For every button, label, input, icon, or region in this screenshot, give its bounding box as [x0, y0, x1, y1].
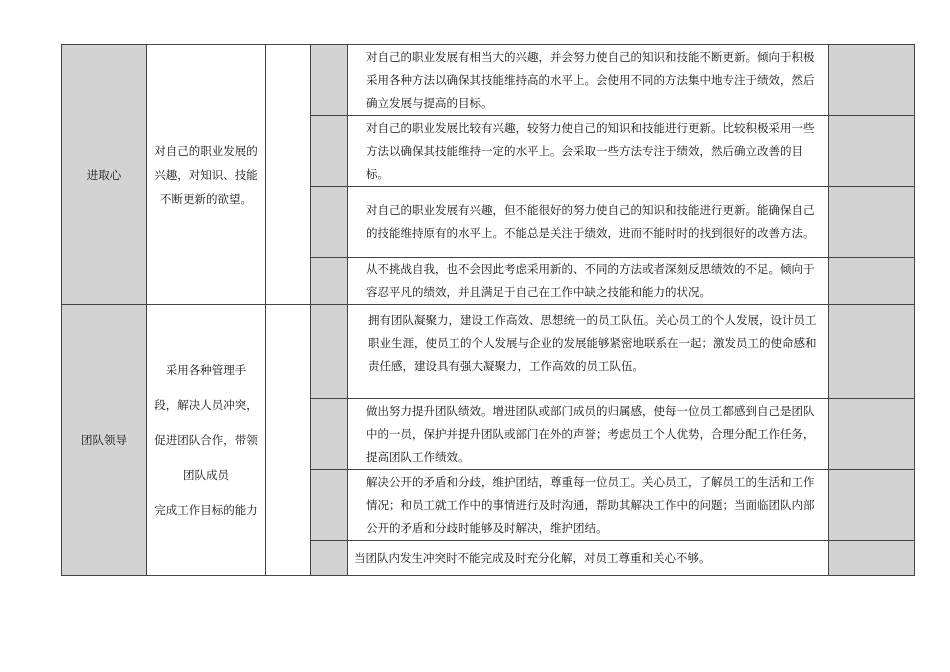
- score-cell: [829, 45, 915, 116]
- competency-definition: [147, 305, 266, 576]
- definition-line: 段，解决人员冲突，: [154, 397, 258, 412]
- score-cell: [829, 258, 915, 305]
- definition-line: 采用各种管理手: [165, 362, 247, 377]
- level-description: 解决公开的矛盾和分歧，维护团结，尊重每一位员工。关心员工，了解员工的生活和工作情况；和员工就工作中的事情进行及时沟通，帮助其解决工作中的问题；当面临团队内部公开的矛盾和分歧时能够及时解决，维护团结。: [348, 470, 829, 541]
- score-cell: [829, 187, 915, 258]
- level-cell: [311, 399, 348, 470]
- level-description: 对自己的职业发展有兴趣，但不能很好的努力使自己的知识和技能进行更新。能确保自己的技能维持原有的水平上。不能总是关注于绩效，进而不能时时的找到很好的改善方法。: [348, 187, 829, 258]
- definition-line: 促进团队合作，带领: [154, 432, 258, 447]
- level-cell: [311, 45, 348, 116]
- blank-cell: [266, 305, 311, 576]
- definition-line: 兴趣，对知识、技能: [154, 167, 258, 182]
- definition-line: 完成工作目标的能力: [154, 502, 258, 517]
- definition-line: 对自己的职业发展的: [154, 143, 258, 158]
- level-description: 拥有团队凝聚力，建设工作高效、思想统一的员工队伍。关心员工的个人发展，设计员工职业生涯，使员工的个人发展与企业的发展能够紧密地联系在一起；激发员工的使命感和责任感，建设具有强大凝聚力，工作高效的员工队伍。: [348, 305, 829, 399]
- table-row: [62, 45, 915, 116]
- level-cell: [311, 187, 348, 258]
- level-cell: [311, 305, 348, 399]
- competency-definition: [147, 45, 266, 305]
- competency-table: [61, 44, 915, 576]
- score-cell: [829, 399, 915, 470]
- table-row: [62, 305, 915, 399]
- score-cell: [829, 305, 915, 399]
- level-cell: [311, 541, 348, 576]
- definition-line: 不断更新的欲望。: [160, 191, 252, 206]
- definition-line: 团队成员: [183, 467, 229, 482]
- score-cell: [829, 116, 915, 187]
- level-cell: [311, 470, 348, 541]
- blank-cell: [266, 45, 311, 305]
- score-cell: [829, 541, 915, 576]
- level-description: 对自己的职业发展有相当大的兴趣，并会努力使自己的知识和技能不断更新。倾向于积极采用各种方法以确保其技能维持高的水平上。会使用不同的方法集中地专注于绩效，然后确立发展与提高的目标。: [348, 45, 829, 116]
- level-description: 从不挑战自我，也不会因此考虑采用新的、不同的方法或者深刻反思绩效的不足。倾向于容忍平凡的绩效，并且满足于自己在工作中缺之技能和能力的状况。: [348, 258, 829, 305]
- level-description: 对自己的职业发展比较有兴趣，较努力使自己的知识和技能进行更新。比较积极采用一些方法以确保其技能维持一定的水平上。会采取一些方法专注于绩效，然后确立改善的目标。: [348, 116, 829, 187]
- score-cell: [829, 470, 915, 541]
- level-cell: [311, 258, 348, 305]
- competency-name: 团队领导: [62, 305, 147, 576]
- level-description: 做出努力提升团队绩效。增进团队或部门成员的归属感，使每一位员工都感到自己是团队中的一员，保护并提升团队或部门在外的声誉；考虑员工个人优势，合理分配工作任务，提高团队工作绩效。: [348, 399, 829, 470]
- competency-name: 进取心: [62, 45, 147, 305]
- level-description: 当团队内发生冲突时不能完成及时充分化解，对员工尊重和关心不够。: [348, 541, 829, 576]
- level-cell: [311, 116, 348, 187]
